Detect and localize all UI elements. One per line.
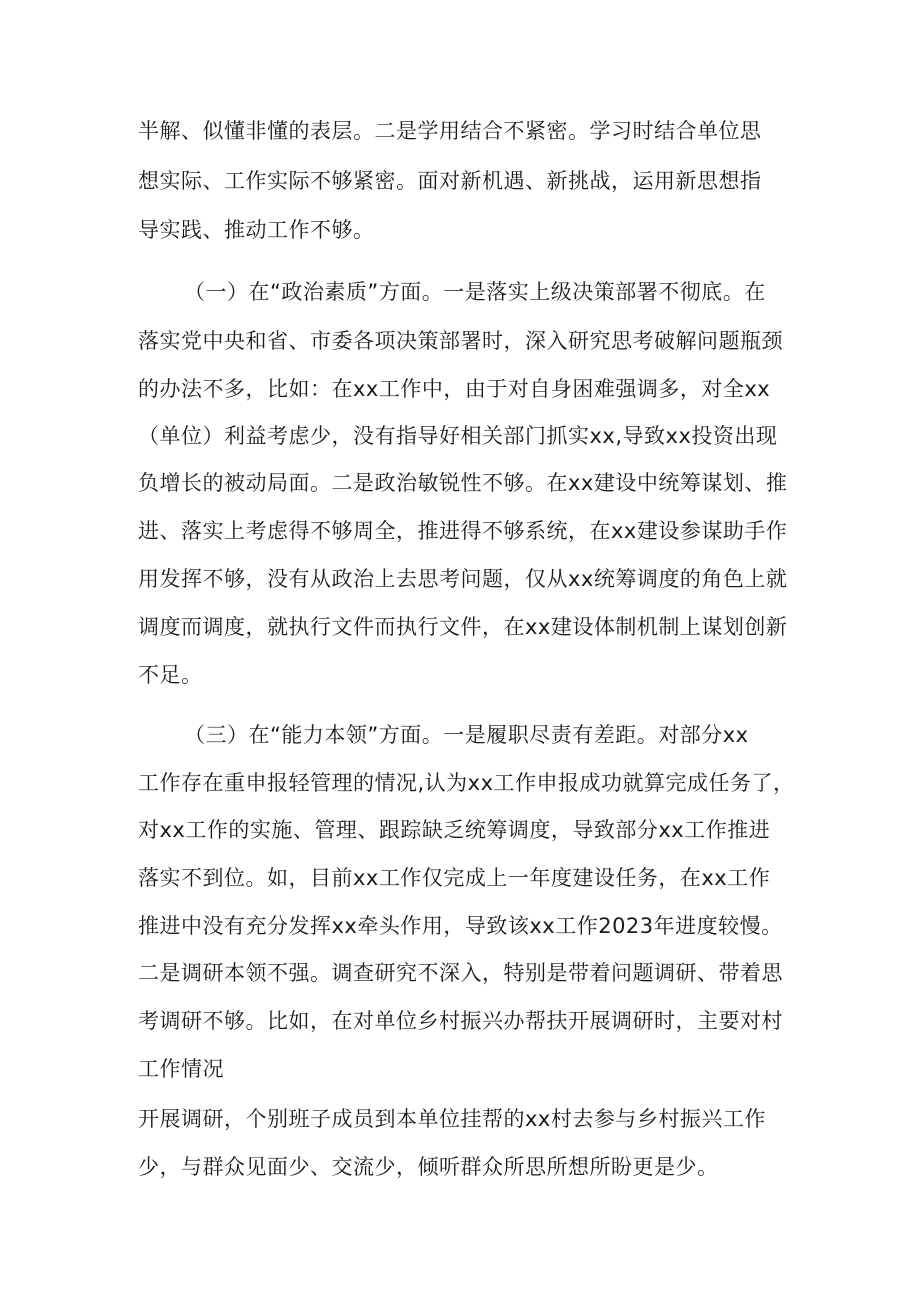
- paragraph-line: 少，与群众见面少、交流少，倾听群众所思所想所盼更是少。: [138, 1155, 719, 1179]
- paragraph-line: 想实际、工作实际不够紧密。面对新机遇、新挑战，运用新思想指: [138, 169, 762, 193]
- paragraph-line: （一）在“政治素质”方面。一是落实上级决策部署不彻底。在: [184, 280, 766, 304]
- paragraph-line: 工作存在重申报轻管理的情况,认为xx工作申报成功就算完成任务了，: [138, 771, 795, 795]
- paragraph-line: 负增长的被动局面。二是政治敏锐性不够。在xx建设中统筹谋划、推: [138, 471, 788, 495]
- paragraph-line: 开展调研，个别班子成员到本单位挂帮的xx村去参与乡村振兴工作: [138, 1107, 766, 1131]
- paragraph-line: 半解、似懂非懂的表层。二是学用结合不紧密。学习时结合单位思: [138, 119, 762, 143]
- paragraph-line: 推进中没有充分发挥xx牵头作用，导致该xx工作2023年进度较慢。: [138, 914, 783, 938]
- paragraph-line: 导实践、推动工作不够。: [138, 218, 375, 242]
- paragraph-line: （三）在“能力本领”方面。一是履职尽责有差距。对部分xx: [184, 723, 749, 747]
- paragraph-line: 的办法不多，比如：在xx工作中，由于对自身困难强调多，对全xx: [138, 377, 771, 401]
- paragraph-line: 落实党中央和省、市委各项决策部署时，深入研究思考破解问题瓶颈: [138, 329, 783, 353]
- paragraph-line: 二是调研本领不强。调查研究不深入，特别是带着问题调研、带着思: [138, 961, 783, 985]
- paragraph-line: 工作情况: [138, 1057, 224, 1081]
- paragraph-line: 不足。: [138, 663, 203, 687]
- paragraph-line: 调度而调度，就执行文件而执行文件，在xx建设体制机制上谋划创新: [138, 615, 788, 639]
- paragraph-line: 进、落实上考虑得不够周全，推进得不够系统，在xx建设参谋助手作: [138, 519, 788, 543]
- paragraph-line: 用发挥不够，没有从政治上去思考问题，仅从xx统筹调度的角色上就: [138, 567, 788, 591]
- paragraph-line: 对xx工作的实施、管理、跟踪缺乏统筹调度，导致部分xx工作推进: [138, 818, 771, 842]
- paragraph-line: 落实不到位。如，目前xx工作仅完成上一年度建设任务，在xx工作: [138, 866, 771, 890]
- paragraph-line: 考调研不够。比如，在对单位乡村振兴办帮扶开展调研时，主要对村: [138, 1009, 783, 1033]
- paragraph-line: （单位）利益考虑少，没有指导好相关部门抓实xx,导致xx投资出现: [138, 424, 778, 448]
